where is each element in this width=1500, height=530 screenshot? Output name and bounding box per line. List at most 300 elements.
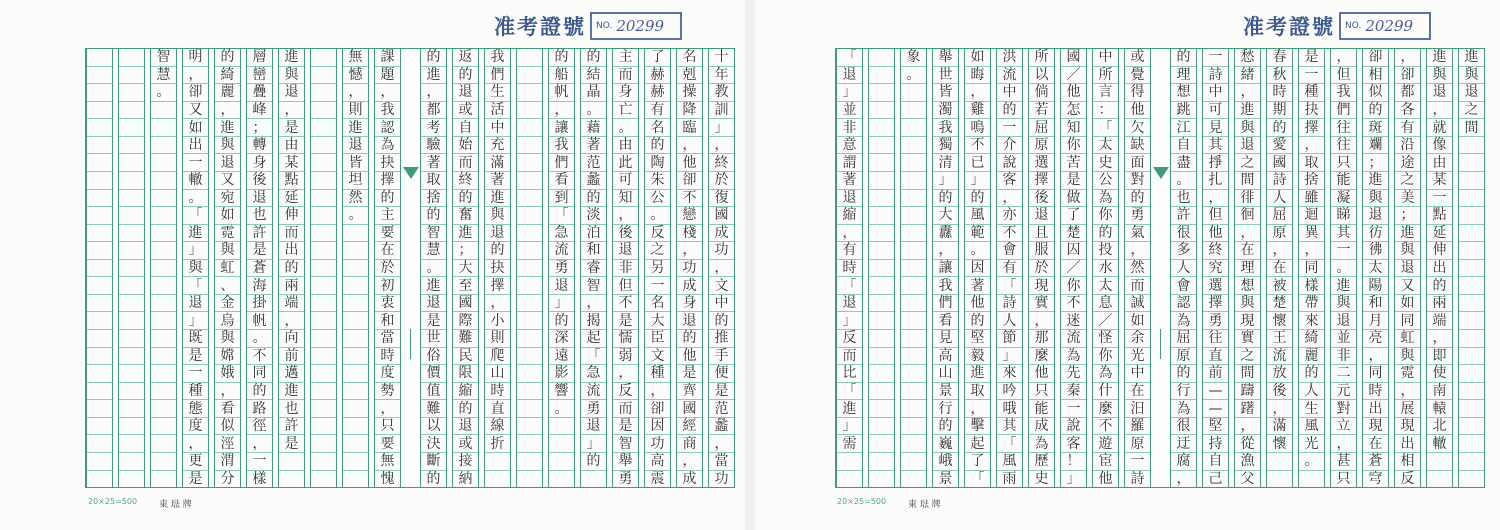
grid-cell: 進 xyxy=(421,66,446,84)
grid-cell: 退 xyxy=(837,66,862,84)
grid-cell: ， xyxy=(247,434,272,452)
grid-cell xyxy=(901,382,926,400)
grid-cell: 又 xyxy=(183,101,208,119)
grid-cell: 光 xyxy=(1299,434,1324,452)
grid-cell: 之 xyxy=(1395,171,1420,189)
grid-cell: 難 xyxy=(421,399,446,417)
grid-cell: ！ xyxy=(1061,452,1086,470)
grid-cell: 間 xyxy=(1235,171,1260,189)
answer-sheet-right xyxy=(755,0,1500,530)
grid-cell xyxy=(343,399,368,417)
grid-cell: 汨 xyxy=(1125,399,1150,417)
grid-column xyxy=(868,49,894,487)
grid-cell: 則 xyxy=(343,101,368,119)
grid-cell: 主 xyxy=(618,49,633,66)
grid-cell: 在 xyxy=(375,241,400,259)
grid-cell: 成 xyxy=(1029,417,1054,435)
grid-cell: ， xyxy=(677,136,702,154)
grid-cell: 中 xyxy=(1125,364,1150,382)
grid-cell xyxy=(1299,470,1324,488)
grid-cell: 同 xyxy=(1395,311,1420,329)
grid-cell: 十 xyxy=(714,49,729,66)
grid-cell: ， xyxy=(1336,49,1351,66)
grid-column xyxy=(214,49,240,487)
grid-spec: 20×25=500 xyxy=(837,497,887,506)
grid-cell: 的 xyxy=(375,189,400,207)
grid-cell: 了 xyxy=(650,49,665,66)
grid-cell xyxy=(1459,329,1484,347)
grid-cell xyxy=(151,417,176,435)
publisher-mark: 東 琺 牌 xyxy=(908,500,941,510)
grid-cell: 的 xyxy=(549,311,574,329)
grid-cell xyxy=(343,224,368,242)
grid-cell: 公 xyxy=(1093,171,1118,189)
grid-cell: 便 xyxy=(709,364,734,382)
grid-cell: 相 xyxy=(1363,66,1388,84)
grid-cell: 亮 xyxy=(1363,329,1388,347)
grid-cell: 路 xyxy=(247,399,272,417)
grid-cell xyxy=(901,206,926,224)
grid-cell: 滿 xyxy=(1267,417,1292,435)
grid-cell xyxy=(901,417,926,435)
grid-cell: ， xyxy=(709,259,734,277)
grid-cell: 屈 xyxy=(1171,329,1196,347)
grid-cell: 沿 xyxy=(1395,136,1420,154)
grid-cell xyxy=(87,452,112,470)
grid-cell: 的 xyxy=(421,470,446,488)
page-gutter xyxy=(745,0,755,530)
grid-cell xyxy=(901,294,926,312)
grid-cell: 由 xyxy=(613,136,638,154)
grid-cell: 為 xyxy=(1171,399,1196,417)
grid-cell: 就 xyxy=(1427,118,1452,136)
grid-cell xyxy=(311,364,336,382)
grid-cell: 的 xyxy=(485,241,510,259)
grid-cell: 放 xyxy=(1267,364,1292,382)
grid-cell: 要 xyxy=(375,224,400,242)
grid-cell xyxy=(901,136,926,154)
center-fold-spine xyxy=(400,49,420,487)
grid-cell: 迴 xyxy=(1299,206,1324,224)
grid-cell: 反 xyxy=(837,329,862,347)
grid-cell: 立 xyxy=(1331,417,1356,435)
grid-cell: 後 xyxy=(1267,382,1292,400)
grid-cell: 訓 xyxy=(709,101,734,119)
grid-cell: 。 xyxy=(343,206,368,224)
grid-cell: 我 xyxy=(933,118,958,136)
grid-cell xyxy=(1459,224,1484,242)
grid-cell: 的 xyxy=(645,136,670,154)
grid-cell: 泊 xyxy=(581,224,606,242)
grid-cell: 種 xyxy=(183,382,208,400)
grid-cell: 服 xyxy=(1029,241,1054,259)
grid-cell: 原 xyxy=(1267,224,1292,242)
grid-cell: 是 xyxy=(421,311,446,329)
grid-cell: 成 xyxy=(677,276,702,294)
grid-cell: 也 xyxy=(279,399,304,417)
grid-cell: 和 xyxy=(1363,294,1388,312)
grid-cell: 的 xyxy=(933,417,958,435)
grid-cell: 高 xyxy=(645,452,670,470)
grid-cell: 為 xyxy=(1093,364,1118,382)
grid-cell: 南 xyxy=(1427,382,1452,400)
grid-cell: 擇 xyxy=(485,276,510,294)
grid-cell: 或 xyxy=(453,101,478,119)
grid-cell: ， xyxy=(1395,382,1420,400)
grid-cell xyxy=(517,294,542,312)
grid-column xyxy=(1028,49,1054,487)
grid-cell: 有 xyxy=(997,259,1022,277)
grid-cell xyxy=(343,241,368,259)
grid-cell: 而 xyxy=(613,66,638,84)
grid-cell: 進 xyxy=(1363,171,1388,189)
grid-cell: 可 xyxy=(1203,101,1228,119)
grid-cell xyxy=(119,259,144,277)
grid-cell: 是 xyxy=(183,347,208,365)
grid-cell: 縮 xyxy=(837,206,862,224)
grid-column xyxy=(900,49,926,487)
grid-cell: ， xyxy=(375,83,400,101)
grid-cell: 主 xyxy=(375,206,400,224)
grid-cell: 徊 xyxy=(1235,206,1260,224)
grid-cell: 既 xyxy=(183,329,208,347)
exam-number-title: 准考證號 xyxy=(494,15,586,39)
grid-cell: 有 xyxy=(1395,118,1420,136)
grid-cell: 臨 xyxy=(677,118,702,136)
grid-cell: 與 xyxy=(215,241,240,259)
grid-cell xyxy=(517,399,542,417)
grid-cell: 直 xyxy=(1203,347,1228,365)
grid-cell: ， xyxy=(1363,347,1388,365)
grid-cell xyxy=(517,417,542,435)
grid-cell: 我 xyxy=(490,49,505,66)
grid-cell: 詩 xyxy=(1125,470,1150,488)
grid-cell: 想 xyxy=(1171,83,1196,101)
grid-cell: 降 xyxy=(677,101,702,119)
grid-cell: 勇 xyxy=(1203,311,1228,329)
grid-cell xyxy=(151,399,176,417)
grid-cell: 如 xyxy=(1395,294,1420,312)
exam-number-header xyxy=(494,8,682,44)
grid-cell: 許 xyxy=(1171,206,1196,224)
fold-marker-icon xyxy=(1153,167,1169,179)
grid-cell xyxy=(517,364,542,382)
grid-cell: 看 xyxy=(215,399,240,417)
grid-cell: 退 xyxy=(1395,259,1420,277)
grid-cell: 是 xyxy=(1304,49,1319,66)
grid-cell: 掛 xyxy=(247,294,272,312)
grid-cell: 更 xyxy=(183,452,208,470)
grid-column xyxy=(1234,49,1260,487)
grid-cell: 晶 xyxy=(581,83,606,101)
grid-cell: 雨 xyxy=(997,470,1022,488)
grid-cell xyxy=(869,434,894,452)
grid-cell: 讓 xyxy=(933,259,958,277)
grid-cell: ， xyxy=(645,382,670,400)
grid-cell: 退 xyxy=(215,153,240,171)
grid-cell: 霓 xyxy=(215,224,240,242)
grid-cell xyxy=(311,259,336,277)
grid-cell: 年 xyxy=(709,66,734,84)
grid-cell xyxy=(343,329,368,347)
grid-cell: 其 xyxy=(997,417,1022,435)
grid-cell: 如 xyxy=(970,49,985,66)
grid-cell: 的 xyxy=(997,101,1022,119)
grid-cell: 身 xyxy=(677,294,702,312)
grid-cell: 退 xyxy=(613,241,638,259)
grid-cell xyxy=(901,470,926,488)
grid-cell: ， xyxy=(183,434,208,452)
grid-cell: 也 xyxy=(1171,189,1196,207)
grid-cell: ， xyxy=(837,224,862,242)
grid-cell: 迷 xyxy=(1061,311,1086,329)
grid-cell xyxy=(869,224,894,242)
grid-column xyxy=(1394,49,1420,487)
grid-column xyxy=(182,49,208,487)
grid-cell: 只 xyxy=(1331,470,1356,488)
grid-cell xyxy=(869,259,894,277)
grid-cell: 蠡 xyxy=(581,171,606,189)
grid-cell xyxy=(151,294,176,312)
grid-cell: 世 xyxy=(933,66,958,84)
grid-column xyxy=(1092,49,1118,487)
grid-cell: 峰 xyxy=(247,101,272,119)
grid-cell xyxy=(87,189,112,207)
grid-cell: 洪 xyxy=(1002,49,1017,66)
grid-cell: 慧 xyxy=(421,241,446,259)
grid-cell: 範 xyxy=(965,224,990,242)
grid-cell xyxy=(517,347,542,365)
grid-cell: 許 xyxy=(279,417,304,435)
grid-cell xyxy=(311,153,336,171)
grid-cell xyxy=(901,399,926,417)
grid-cell: 他 xyxy=(1029,364,1054,382)
grid-cell xyxy=(869,347,894,365)
grid-cell xyxy=(869,452,894,470)
grid-cell: 如 xyxy=(183,118,208,136)
grid-cell: 抉 xyxy=(1299,101,1324,119)
grid-cell xyxy=(151,382,176,400)
grid-cell: 「 xyxy=(842,49,857,66)
grid-cell: 退 xyxy=(677,311,702,329)
grid-column xyxy=(996,49,1022,487)
grid-cell: 多 xyxy=(1171,241,1196,259)
grid-cell: 擊 xyxy=(965,417,990,435)
grid-cell: 的 xyxy=(1363,101,1388,119)
grid-cell xyxy=(119,153,144,171)
grid-cell: 能 xyxy=(1331,171,1356,189)
grid-cell: 「 xyxy=(997,276,1022,294)
grid-cell: 展 xyxy=(1395,399,1420,417)
grid-cell: 起 xyxy=(581,329,606,347)
grid-cell: 以 xyxy=(421,417,446,435)
grid-cell: 與 xyxy=(1427,66,1452,84)
grid-cell xyxy=(119,189,144,207)
grid-cell: 為 xyxy=(1029,434,1054,452)
grid-cell: 現 xyxy=(1235,311,1260,329)
grid-cell: ， xyxy=(1235,83,1260,101)
grid-cell: 一 xyxy=(183,364,208,382)
grid-cell: ， xyxy=(1235,417,1260,435)
grid-column xyxy=(1362,49,1388,487)
grid-cell: 宛 xyxy=(215,189,240,207)
grid-cell xyxy=(119,66,144,84)
grid-cell: 並 xyxy=(837,101,862,119)
grid-cell: 中 xyxy=(1098,49,1113,66)
grid-cell: 的 xyxy=(586,49,601,66)
grid-cell: 進 xyxy=(485,189,510,207)
grid-cell: 躇 xyxy=(1235,399,1260,417)
grid-cell: 名 xyxy=(682,49,697,66)
grid-cell xyxy=(87,224,112,242)
grid-cell: 的 xyxy=(453,399,478,417)
grid-cell: 他 xyxy=(1093,470,1118,488)
grid-cell xyxy=(311,470,336,488)
grid-cell: 至 xyxy=(453,276,478,294)
grid-cell: 他 xyxy=(965,294,990,312)
grid-cell: 在 xyxy=(1267,259,1292,277)
grid-cell: 與 xyxy=(1363,189,1388,207)
grid-cell xyxy=(901,83,926,101)
grid-cell xyxy=(869,311,894,329)
grid-cell: 退 xyxy=(549,276,574,294)
grid-cell: 是 xyxy=(279,434,304,452)
grid-cell: 們 xyxy=(485,66,510,84)
grid-cell: 但 xyxy=(1331,66,1356,84)
grid-cell: 」 xyxy=(1061,470,1086,488)
grid-cell: 退 xyxy=(1029,206,1054,224)
grid-cell: 結 xyxy=(581,66,606,84)
grid-cell: 他 xyxy=(1061,83,1086,101)
grid-cell xyxy=(151,329,176,347)
grid-cell: 被 xyxy=(1267,276,1292,294)
grid-cell xyxy=(869,153,894,171)
grid-cell xyxy=(87,259,112,277)
grid-cell: 做 xyxy=(1061,189,1086,207)
grid-cell: 」 xyxy=(709,118,734,136)
grid-cell: 退 xyxy=(837,294,862,312)
grid-cell: 勇 xyxy=(1125,206,1150,224)
grid-cell: 某 xyxy=(279,153,304,171)
grid-cell: 功 xyxy=(645,434,670,452)
grid-cell: 震 xyxy=(645,470,670,488)
grid-cell: 與 xyxy=(183,259,208,277)
grid-cell: 與 xyxy=(279,66,304,84)
grid-cell xyxy=(87,153,112,171)
grid-cell: 有 xyxy=(645,101,670,119)
grid-cell xyxy=(869,329,894,347)
answer-sheet-left xyxy=(0,0,745,530)
grid-cell: 懷 xyxy=(1267,311,1292,329)
grid-cell xyxy=(1459,347,1484,365)
grid-cell: 退 xyxy=(279,83,304,101)
grid-cell: 所 xyxy=(1034,49,1049,66)
grid-cell xyxy=(343,364,368,382)
grid-cell: 穹 xyxy=(1363,470,1388,488)
grid-cell: 楚 xyxy=(1267,294,1292,312)
grid-cell: 和 xyxy=(375,311,400,329)
grid-cell: ， xyxy=(279,101,304,119)
grid-cell: 看 xyxy=(549,171,574,189)
grid-cell xyxy=(151,364,176,382)
grid-cell: 進 xyxy=(1331,276,1356,294)
grid-cell: 大 xyxy=(453,259,478,277)
grid-cell: 揭 xyxy=(581,311,606,329)
grid-cell: 只 xyxy=(375,417,400,435)
grid-cell xyxy=(311,118,336,136)
grid-cell: 是 xyxy=(677,364,702,382)
grid-cell: 秦 xyxy=(1061,382,1086,400)
grid-cell xyxy=(87,136,112,154)
grid-cell: 之 xyxy=(645,241,670,259)
grid-cell: 往 xyxy=(1331,118,1356,136)
grid-cell: 又 xyxy=(215,171,240,189)
grid-cell: 們 xyxy=(1331,101,1356,119)
grid-cell: 欠 xyxy=(1125,118,1150,136)
grid-cell: 退 xyxy=(1459,83,1484,101)
grid-cell: 影 xyxy=(549,364,574,382)
grid-cell: 退 xyxy=(453,417,478,435)
grid-cell: 著 xyxy=(421,153,446,171)
grid-cell xyxy=(869,470,894,488)
grid-cell: 臣 xyxy=(645,329,670,347)
grid-cell: 當 xyxy=(375,329,400,347)
grid-cell: 缺 xyxy=(1125,136,1150,154)
grid-cell xyxy=(119,206,144,224)
grid-cell: 著 xyxy=(837,171,862,189)
grid-cell xyxy=(901,101,926,119)
grid-cell xyxy=(869,118,894,136)
grid-cell: 操 xyxy=(677,83,702,101)
grid-cell xyxy=(119,382,144,400)
grid-cell xyxy=(869,101,894,119)
grid-cell: 」 xyxy=(837,311,862,329)
grid-cell: 與 xyxy=(1395,347,1420,365)
grid-column xyxy=(580,49,606,487)
grid-cell: 進 xyxy=(1235,101,1260,119)
grid-cell: 的 xyxy=(1299,364,1324,382)
grid-cell: 轅 xyxy=(1427,399,1452,417)
grid-cell: 之 xyxy=(1235,153,1260,171)
grid-cell: 氣 xyxy=(1125,224,1150,242)
grid-cell: 。 xyxy=(549,399,574,417)
grid-cell: ， xyxy=(183,66,208,84)
grid-cell: 客 xyxy=(1061,434,1086,452)
grid-cell: 縮 xyxy=(453,382,478,400)
grid-cell: 他 xyxy=(677,347,702,365)
grid-cell: 我 xyxy=(933,276,958,294)
grid-cell: 甚 xyxy=(1331,452,1356,470)
grid-cell: 相 xyxy=(1395,452,1420,470)
grid-cell: 不 xyxy=(1093,417,1118,435)
grid-cell xyxy=(901,347,926,365)
grid-cell: 「 xyxy=(183,206,208,224)
grid-cell: 著 xyxy=(965,276,990,294)
grid-cell: 分 xyxy=(215,470,240,488)
grid-cell: 當 xyxy=(709,452,734,470)
grid-cell: 一 xyxy=(183,153,208,171)
grid-cell: 自 xyxy=(1171,136,1196,154)
grid-cell: 光 xyxy=(1125,347,1150,365)
grid-cell xyxy=(517,382,542,400)
grid-cell xyxy=(87,347,112,365)
grid-cell xyxy=(901,364,926,382)
grid-cell: 蒼 xyxy=(1363,452,1388,470)
fold-line xyxy=(1160,329,1161,359)
grid-cell: 是 xyxy=(709,382,734,400)
grid-cell xyxy=(119,417,144,435)
grid-cell: 轉 xyxy=(247,136,272,154)
